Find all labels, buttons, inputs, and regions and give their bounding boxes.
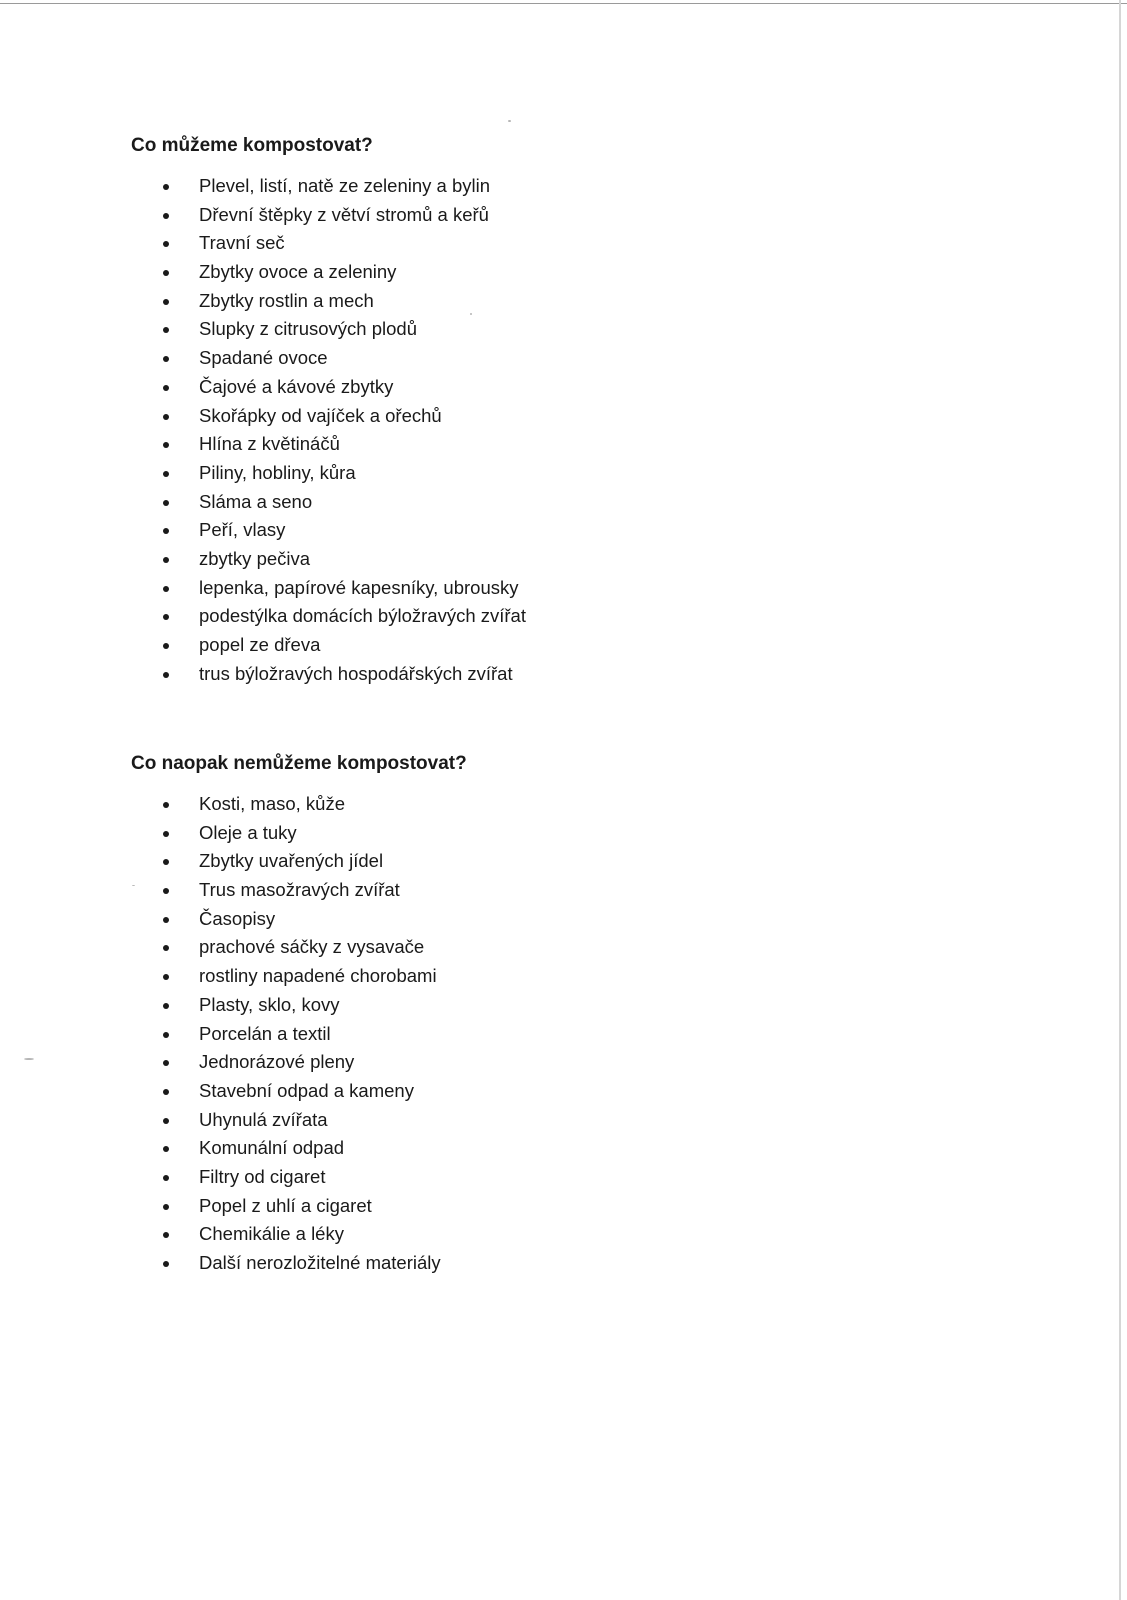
- list-item-text: Piliny, hobliny, kůra: [199, 461, 356, 483]
- list-item-text: Kosti, maso, kůže: [199, 793, 346, 814]
- list-item: [131, 373, 526, 402]
- bullet-icon: [163, 888, 169, 894]
- list-item: [131, 574, 526, 603]
- list-item-text: Spadané ovoce: [199, 347, 328, 369]
- list-item-text: popel ze dřeva: [199, 634, 321, 655]
- list-item-text: Komunální odpad: [199, 1137, 345, 1159]
- list-item: [131, 315, 526, 344]
- list-item-text: Čajové a kávové zbytky: [199, 375, 394, 397]
- not-compostable-section: [131, 752, 467, 1278]
- list-item: [131, 847, 467, 876]
- list-item: [131, 1163, 467, 1192]
- list-item: [131, 258, 526, 287]
- list-item: [131, 344, 526, 373]
- scan-edge-right: [1119, 0, 1121, 1600]
- list-item: [131, 1048, 467, 1077]
- bullet-icon: [163, 672, 169, 678]
- list-item: [131, 962, 467, 991]
- list-item-text: lepenka, papírové kapesníky, ubrousky: [199, 576, 519, 598]
- list-item-text: Hlína z květináčů: [199, 433, 340, 455]
- list-item: [131, 660, 526, 689]
- bullet-icon: [163, 831, 169, 837]
- scan-speck: [24, 1058, 34, 1060]
- list-item: [131, 631, 526, 660]
- bullet-icon: [163, 1146, 169, 1152]
- bullet-icon: [163, 1204, 169, 1210]
- bullet-icon: [163, 643, 169, 649]
- list-item-text: Porcelán a textil: [199, 1022, 331, 1044]
- list-item: [131, 1192, 467, 1221]
- bullet-icon: [163, 557, 169, 563]
- bullet-icon: [163, 1232, 169, 1238]
- list-item-text: Zbytky ovoce a zeleniny: [199, 261, 397, 283]
- list-item-text: zbytky pečiva: [199, 547, 311, 569]
- bullet-icon: [163, 184, 169, 190]
- list-item-text: Peří, vlasy: [199, 519, 286, 541]
- list-item-text: Skořápky od vajíček a ořechů: [199, 404, 442, 426]
- bullet-icon: [163, 974, 169, 980]
- bullet-icon: [163, 859, 169, 865]
- bullet-icon: [163, 586, 169, 592]
- list-item: [131, 402, 526, 431]
- bullet-icon: [163, 1118, 169, 1124]
- bullet-icon: [163, 1175, 169, 1181]
- list-item: [131, 488, 526, 517]
- bullet-icon: [163, 917, 169, 923]
- list-item: [131, 602, 526, 631]
- list-item: [131, 287, 526, 316]
- list-item: [131, 790, 467, 819]
- list-item-text: trus býložravých hospodářských zvířat: [199, 662, 513, 684]
- scan-speck: [508, 120, 511, 122]
- list-item-text: Chemikálie a léky: [199, 1223, 344, 1245]
- list-item-text: Oleje a tuky: [199, 821, 297, 843]
- list-item-text: Dřevní štěpky z větví stromů a keřů: [199, 203, 489, 225]
- list-item: [131, 1020, 467, 1049]
- list-item: [131, 430, 526, 459]
- bullet-icon: [163, 500, 169, 506]
- bullet-icon: [163, 327, 169, 333]
- not-compostable-list: [131, 790, 467, 1278]
- list-item-text: Stavební odpad a kameny: [199, 1079, 414, 1101]
- list-item: [131, 459, 526, 488]
- list-item: [131, 172, 526, 201]
- bullet-icon: [163, 1032, 169, 1038]
- scan-edge-top: [0, 3, 1127, 4]
- list-item: [131, 229, 526, 258]
- list-item-text: rostliny napadené chorobami: [199, 965, 437, 987]
- list-item-text: Sláma a seno: [199, 490, 313, 512]
- bullet-icon: [163, 1089, 169, 1095]
- list-item-text: Plevel, listí, natě ze zeleniny a bylin: [199, 175, 491, 196]
- bullet-icon: [163, 471, 169, 477]
- list-item: [131, 1106, 467, 1135]
- compostable-list: [131, 172, 526, 688]
- not-compostable-heading: Co naopak nemůžeme kompostovat?: [131, 753, 467, 774]
- list-item: [131, 1249, 467, 1278]
- bullet-icon: [163, 241, 169, 247]
- list-item-text: Zbytky uvařených jídel: [199, 850, 384, 872]
- list-item-text: Trus masožravých zvířat: [199, 879, 400, 901]
- list-item: [131, 516, 526, 545]
- bullet-icon: [163, 1261, 169, 1267]
- list-item: [131, 991, 467, 1020]
- bullet-icon: [163, 614, 169, 620]
- list-item: [131, 1220, 467, 1249]
- list-item-text: prachové sáčky z vysavače: [199, 936, 425, 958]
- list-item: [131, 1077, 467, 1106]
- compostable-heading: Co můžeme kompostovat?: [131, 135, 373, 156]
- list-item-text: podestýlka domácích býložravých zvířat: [199, 605, 526, 627]
- bullet-icon: [163, 299, 169, 305]
- list-item: [131, 545, 526, 574]
- bullet-icon: [163, 213, 169, 219]
- bullet-icon: [163, 356, 169, 362]
- list-item-text: Plasty, sklo, kovy: [199, 993, 340, 1015]
- list-item: [131, 876, 467, 905]
- list-item-text: Uhynulá zvířata: [199, 1108, 328, 1130]
- bullet-icon: [163, 802, 169, 808]
- list-item: [131, 933, 467, 962]
- list-item: [131, 819, 467, 848]
- list-item-text: Zbytky rostlin a mech: [199, 289, 374, 311]
- bullet-icon: [163, 945, 169, 951]
- list-item-text: Popel z uhlí a cigaret: [199, 1194, 372, 1216]
- bullet-icon: [163, 442, 169, 448]
- list-item: [131, 905, 467, 934]
- list-item-text: Časopisy: [199, 907, 276, 929]
- compostable-section: [131, 134, 526, 688]
- bullet-icon: [163, 1060, 169, 1066]
- list-item-text: Jednorázové pleny: [199, 1051, 355, 1073]
- list-item-text: Další nerozložitelné materiály: [199, 1252, 441, 1273]
- list-item: [131, 1134, 467, 1163]
- bullet-icon: [163, 414, 169, 420]
- list-item: [131, 201, 526, 230]
- bullet-icon: [163, 270, 169, 276]
- bullet-icon: [163, 1003, 169, 1009]
- bullet-icon: [163, 528, 169, 534]
- list-item-text: Slupky z citrusových plodů: [199, 318, 417, 340]
- bullet-icon: [163, 385, 169, 391]
- list-item-text: Filtry od cigaret: [199, 1165, 326, 1187]
- list-item-text: Travní seč: [199, 232, 285, 254]
